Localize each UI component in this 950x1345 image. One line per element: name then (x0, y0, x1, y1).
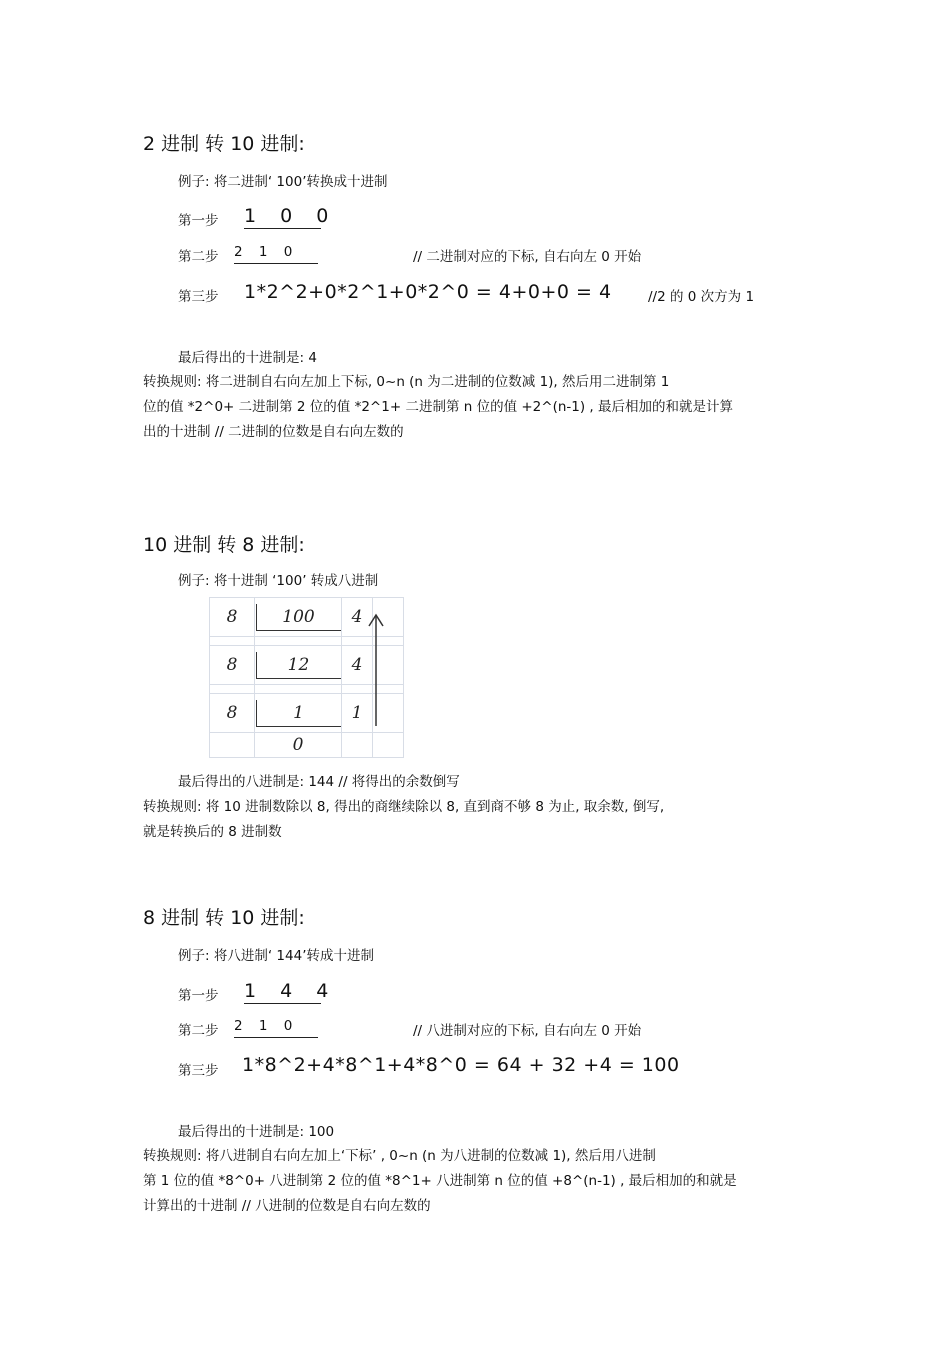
dividend-cell (255, 646, 342, 685)
dividend-value: 1 (256, 700, 341, 727)
section3-rule-line2: 第 1 位的值 *8^0+ 八进制第 2 位的值 *8^1+ 八进制第 n 位的值 +8^(n-1) , 最后相加的和就是 (143, 1173, 737, 1189)
divisor-cell: 8 (210, 598, 255, 637)
remainder-cell: 4 (342, 646, 373, 685)
section1-heading: 2 进制 转 10 进制: (143, 133, 305, 155)
section1-result: 最后得出的十进制是: 4 (178, 350, 317, 366)
section1-step1-label: 第一步 (178, 213, 219, 229)
dividend-value: 12 (256, 652, 341, 679)
section1-rule-line2: 位的值 *2^0+ 二进制第 2 位的值 *2^1+ 二进制第 n 位的值 +2^(n-1) , 最后相加的和就是计算 (143, 399, 734, 415)
section3-step1-value: 1 4 4 (244, 980, 338, 1002)
section2-result: 最后得出的八进制是: 144 // 将得出的余数倒写 (178, 774, 460, 790)
section1-step3-formula: 1*2^2+0*2^1+0*2^0 = 4+0+0 = 4 (244, 281, 612, 303)
section1-step3-comment: //2 的 0 次方为 1 (648, 289, 755, 305)
dividend-value: 100 (256, 604, 341, 631)
section1-step2-value: 2 1 0 (234, 244, 318, 264)
section3-result: 最后得出的十进制是: 100 (178, 1124, 335, 1140)
divisor-cell: 8 (210, 646, 255, 685)
section3-step1-label: 第一步 (178, 988, 219, 1004)
section1-step2-label: 第二步 (178, 249, 219, 265)
section1-step3-label: 第三步 (178, 289, 219, 305)
section3-step3-formula: 1*8^2+4*8^1+4*8^0 = 64 + 32 +4 = 100 (242, 1054, 680, 1076)
up-arrow-icon (366, 610, 386, 730)
section3-step2-value: 2 1 0 (234, 1018, 318, 1038)
section3-rule-line1: 转换规则: 将八进制自右向左加上‘下标’ , 0~n (n 为八进制的位数减 1), 然后用八进制 (143, 1148, 656, 1164)
section1-step1-value: 1 0 0 (244, 205, 338, 227)
section2-rule-line2: 就是转换后的 8 进制数 (143, 824, 282, 840)
section3-example: 例子: 将八进制‘ 144’转成十进制 (178, 948, 374, 964)
section3-step3-label: 第三步 (178, 1063, 219, 1079)
section3-rule-line3: 计算出的十进制 // 八进制的位数是自右向左数的 (143, 1198, 431, 1214)
section1-rule-line3: 出的十进制 // 二进制的位数是自右向左数的 (143, 424, 404, 440)
final-quotient-cell: 0 (255, 733, 342, 758)
remainder-cell: 1 (342, 694, 373, 733)
section2-rule-line1: 转换规则: 将 10 进制数除以 8, 得出的商继续除以 8, 直到商不够 8 为止, 取余数, 倒写, (143, 799, 665, 815)
divisor-cell: 8 (210, 694, 255, 733)
section1-step2-comment: // 二进制对应的下标, 自右向左 0 开始 (413, 249, 642, 265)
section3-heading: 8 进制 转 10 进制: (143, 907, 305, 929)
section2-example: 例子: 将十进制 ‘100’ 转成八进制 (178, 573, 379, 589)
remainder-cell: 4 (342, 598, 373, 637)
section1-example: 例子: 将二进制‘ 100’转换成十进制 (178, 174, 388, 190)
dividend-cell (255, 598, 342, 637)
section1-rule-line1: 转换规则: 将二进制自右向左加上下标, 0~n (n 为二进制的位数减 1), 然后用二进制第 1 (143, 374, 670, 390)
section3-step2-comment: // 八进制对应的下标, 自右向左 0 开始 (413, 1023, 642, 1039)
section2-heading: 10 进制 转 8 进制: (143, 534, 305, 556)
section3-step2-label: 第二步 (178, 1023, 219, 1039)
dividend-cell (255, 694, 342, 733)
